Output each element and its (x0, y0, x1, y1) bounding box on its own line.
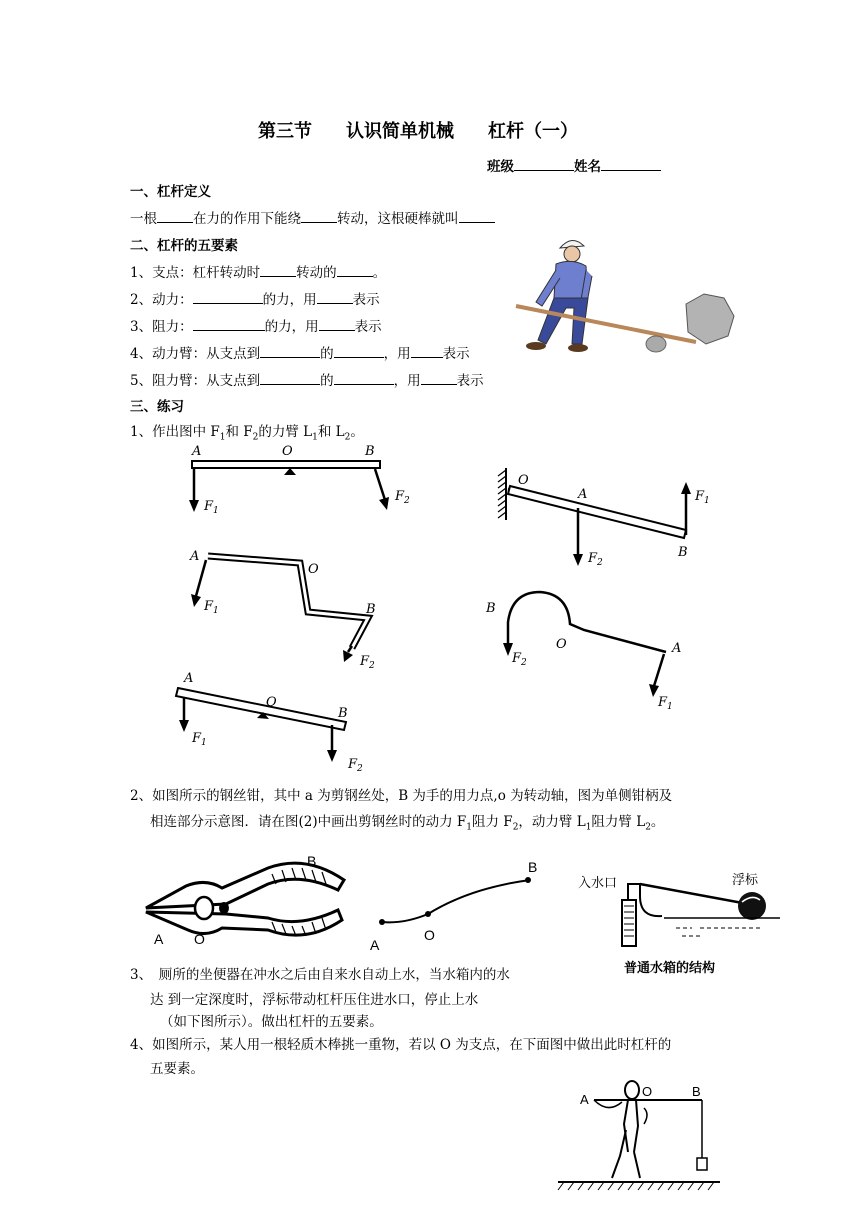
subscript: 1 (312, 432, 318, 443)
water-tank-figure (578, 872, 780, 975)
text-segment: 的 (320, 373, 334, 389)
text-segment: 一根 (130, 211, 157, 227)
class-label: 班级 (487, 159, 514, 175)
label-b: B (692, 1084, 701, 1099)
text-segment: 和 F (225, 424, 253, 440)
label-a: A (672, 641, 682, 656)
label-b: B (307, 853, 317, 869)
question-2-line-1: 2、如图所示的钢丝钳，其中 a 为剪钢丝处，B 为手的用力点,o 为转动轴，图为单侧钳柄及 (130, 788, 673, 804)
text-segment: 。 (372, 265, 387, 281)
question-3-line-2: 达 到一定深度时，浮标带动杠杆压住进水口，停止上水 (150, 992, 479, 1008)
label-b: B (528, 859, 538, 875)
text-segment: 5、阻力臂：从支点到 (130, 373, 261, 389)
label-o: O (518, 473, 529, 488)
label-f: F (360, 654, 370, 669)
text-segment: 2、动力： (130, 292, 193, 308)
label-f: F (348, 757, 358, 772)
text-segment: 的力臂 L (258, 424, 313, 440)
label-a: A (370, 937, 380, 953)
text-segment: 1、支点：杠杆转动时 (130, 265, 261, 281)
subscript: 2 (645, 822, 651, 833)
text-segment: 转动的 (296, 265, 337, 281)
text-segment: 相连部分示意图．请在图(2)中画出剪钢丝时的动力 F (150, 814, 467, 830)
label-f: F (695, 489, 705, 504)
label-sub: 1 (667, 702, 673, 712)
label-o: O (556, 637, 567, 652)
question-3-line-1: 3、 厕所的坐便器在冲水之后由自来水自动上水，当水箱内的水 (130, 967, 510, 983)
label-b: B (338, 706, 348, 721)
label-f: F (204, 499, 214, 514)
title-topic: 认识简单机械 (346, 121, 454, 142)
text-segment: 和 L (317, 424, 345, 440)
label-f: F (658, 695, 668, 710)
label-o: O (308, 562, 319, 577)
label-a: A (190, 549, 200, 564)
label-sub: 1 (213, 606, 219, 616)
text-segment: 的力，用 (262, 292, 317, 308)
text-segment: 表示 (442, 346, 470, 362)
tank-inlet-label: 入水口 (578, 875, 618, 890)
text-segment: 1、作出图中 F (130, 424, 220, 440)
label-o: O (642, 1084, 653, 1099)
label-o: O (194, 931, 205, 947)
tank-float-label: 浮标 (732, 872, 759, 887)
label-o: O (266, 695, 277, 710)
title-section: 第三节 (258, 121, 312, 142)
label-sub: 2 (597, 558, 603, 568)
label-b: B (486, 601, 496, 616)
label-o: O (282, 444, 293, 459)
title-subtopic: 杠杆（一） (488, 121, 578, 142)
tank-caption: 普通水箱的结构 (624, 960, 716, 975)
label-f: F (512, 651, 522, 666)
subscript: 2 (252, 432, 259, 443)
text-segment: 表示 (456, 373, 484, 389)
label-a: A (184, 671, 194, 686)
label-sub: 1 (201, 738, 207, 748)
text-segment: ，动力臂 L (518, 814, 586, 830)
question-4-line-1: 4、如图所示，某人用一根轻质木棒挑一重物，若以 O 为支点，在下面图中做出此时杠杆的 (130, 1037, 672, 1053)
label-a: A (578, 487, 588, 502)
label-a: A (154, 931, 164, 947)
section-3-heading: 三、练习 (130, 399, 184, 415)
label-b: B (366, 602, 376, 617)
name-label: 姓名 (574, 159, 601, 175)
text-segment: ，用 (383, 346, 411, 362)
section-1-heading: 一、杠杆定义 (130, 184, 211, 200)
label-sub: 2 (521, 658, 527, 668)
label-b: B (678, 545, 688, 560)
text-segment: 转动，这根硬棒就叫 (337, 211, 459, 227)
subscript: 1 (585, 822, 592, 833)
section-2-heading: 二、杠杆的五要素 (130, 238, 238, 254)
label-sub: 2 (404, 496, 410, 506)
label-f: F (204, 599, 214, 614)
text-segment: 表示 (352, 292, 380, 308)
label-a: A (580, 1092, 589, 1107)
text-segment: 的力，用 (264, 319, 319, 335)
label-sub: 2 (369, 661, 375, 671)
subscript: 2 (512, 822, 519, 833)
subscript: 1 (466, 822, 473, 833)
label-b: B (365, 444, 375, 459)
subscript: 2 (344, 432, 351, 443)
text-segment: 3、阻力： (130, 319, 193, 335)
text-segment: 4、动力臂：从支点到 (130, 346, 261, 362)
text-segment: 的 (320, 346, 334, 362)
label-a: A (192, 444, 202, 459)
text-segment: 阻力 F (472, 814, 513, 830)
subscript: 1 (219, 432, 226, 443)
text-segment: 表示 (354, 319, 382, 335)
text-segment: 。 (350, 424, 364, 440)
label-f: F (192, 731, 202, 746)
label-f: F (395, 489, 405, 504)
text-segment: ，用 (393, 373, 421, 389)
label-sub: 1 (213, 506, 219, 516)
text-segment: 在力的作用下能绕 (193, 211, 301, 227)
curve-lever-figure (370, 859, 537, 953)
question-3-line-3: （如下图所示）。做出杠杆的五要素。 (160, 1014, 383, 1030)
label-sub: 2 (357, 764, 363, 774)
question-4-line-2: 五要素。 (150, 1061, 204, 1077)
label-o: O (424, 927, 435, 943)
label-f: F (588, 551, 598, 566)
text-segment: 阻力臂 L (591, 814, 646, 830)
label-sub: 1 (704, 496, 710, 506)
text-segment: 。 (650, 814, 665, 830)
pliers-figure (146, 853, 344, 947)
person-carrying-figure (554, 1074, 724, 1200)
